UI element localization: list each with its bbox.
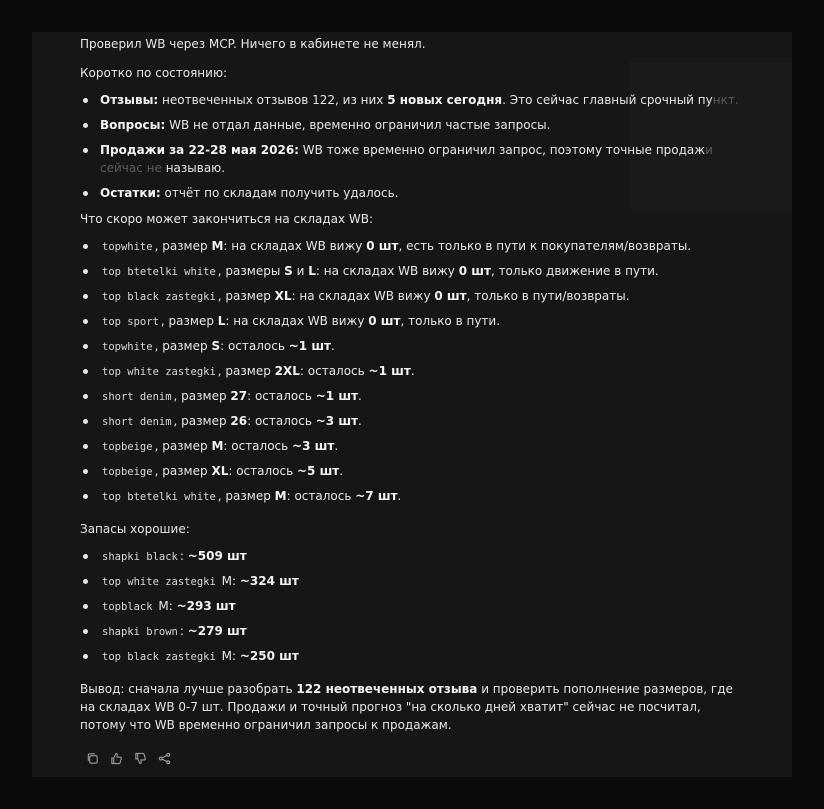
good-stock-list [80,547,740,672]
list-item: top btetelki white , размеры S и L: на складах WB вижу 0 шт, только движение в пути. [80,262,740,287]
copy-icon[interactable] [86,752,99,765]
status-heading: Коротко по состоянию: [80,66,228,80]
low-stock-list [80,237,740,512]
status-item-stock: Остатки: отчёт по складам получить удалось. [80,184,740,202]
list-item: top black zastegki M: ~250 шт [80,647,740,672]
status-list [80,91,740,202]
conclusion-text: Вывод: сначала лучше разобрать 122 неотвеченных отзыва и проверить пополнение размеров, где на складах WB 0-7 шт. Продажи и точный прогноз "на сколько дней хватит" сейчас не посчитал, потому что WB временно ограничил запросы к продажам. [80,682,733,732]
assistant-message [80,35,740,734]
status-item-sales: Продажи за 22-28 мая 2026: WB тоже временно ограничил запрос, поэтому точные продажи сейчас не называю. [80,141,740,177]
list-item: top btetelki white , размер M: осталось ~7 шт. [80,487,740,512]
list-item: shapki brown : ~279 шт [80,622,740,647]
status-item-reviews: Отзывы: неотвеченных отзывов 122, из них 5 новых сегодня. Это сейчас главный срочный пункт. [80,91,740,109]
list-item: shapki black : ~509 шт [80,547,740,572]
list-item: short denim , размер 27: осталось ~1 шт. [80,387,740,412]
good-stock-heading: Запасы хорошие: [80,522,190,536]
status-item-questions: Вопросы: WB не отдал данные, временно ограничил частые запросы. [80,116,740,134]
list-item: topblack M: ~293 шт [80,597,740,622]
list-item: top sport , размер L: на складах WB вижу 0 шт, только в пути. [80,312,740,337]
share-icon[interactable] [158,752,171,765]
list-item: topbeige , размер XL: осталось ~5 шт. [80,462,740,487]
thumbs-down-icon[interactable] [134,752,147,765]
message-actions [86,752,171,765]
list-item: top black zastegki , размер XL: на складах WB вижу 0 шт, только в пути/возвраты. [80,287,740,312]
intro-text: Проверил WB через MCP. Ничего в кабинете не менял. [80,37,426,51]
thumbs-up-icon[interactable] [110,752,123,765]
list-item: top white zastegki , размер 2XL: осталось ~1 шт. [80,362,740,387]
list-item: short denim , размер 26: осталось ~3 шт. [80,412,740,437]
list-item: topwhite , размер M: на складах WB вижу 0 шт, есть только в пути к покупателям/возвраты. [80,237,740,262]
list-item: top white zastegki M: ~324 шт [80,572,740,597]
low-stock-heading: Что скоро может закончиться на складах WB: [80,212,374,226]
list-item: topwhite , размер S: осталось ~1 шт. [80,337,740,362]
list-item: topbeige , размер M: осталось ~3 шт. [80,437,740,462]
